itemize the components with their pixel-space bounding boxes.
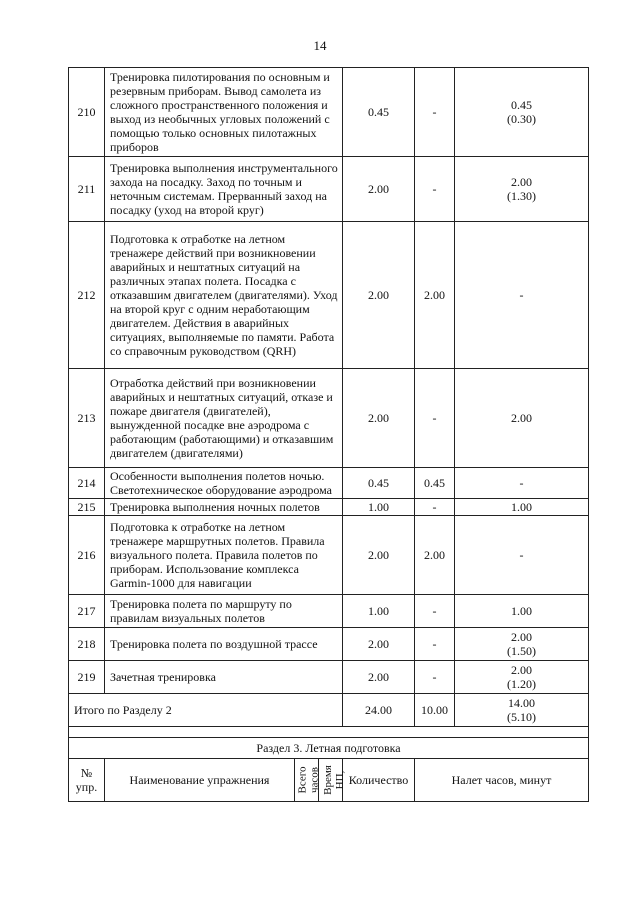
row-flight-time [455, 499, 589, 516]
table-row [69, 516, 589, 595]
row-total-hours: 2.00 [343, 661, 415, 694]
row-np-time: - [415, 369, 455, 468]
row-number: 215 [69, 499, 105, 516]
row-number: 212 [69, 222, 105, 369]
row-flight-time [455, 222, 589, 369]
row-exercise-name: Тренировка пилотирования по основным и резервным приборам. Вывод самолета из сложного пространственного положения и выход из необычных угловых положений с помощью только основных пилотажных приборов [105, 68, 343, 157]
total-flight-sub: (5.10) [507, 710, 536, 724]
spacer-cell [69, 727, 589, 738]
section3-title-row [69, 738, 589, 759]
row-exercise-name: Подготовка к отработке на летном тренажере маршрутных полетов. Правила визуального полета. Правила полетов по приборам. Использование комплекса Garmin-1000 для навигации [105, 516, 343, 595]
row-np-time: - [415, 628, 455, 661]
header-count: Количество [343, 759, 415, 802]
header-total-line2: часов [308, 767, 321, 794]
row-flight-sub: (0.30) [507, 112, 536, 126]
total-row [69, 694, 589, 727]
spacer-row [69, 727, 589, 738]
row-total-hours: 0.45 [343, 468, 415, 499]
row-number: 214 [69, 468, 105, 499]
row-np-time: - [415, 499, 455, 516]
row-number: 210 [69, 68, 105, 157]
row-total-hours: 2.00 [343, 628, 415, 661]
table-row [69, 68, 589, 157]
table-row [69, 661, 589, 694]
section3-title: Раздел 3. Летная подготовка [69, 738, 589, 759]
header-flight: Налет часов, минут [415, 759, 589, 802]
table-row [69, 157, 589, 222]
row-exercise-name: Тренировка полета по маршруту по правилам визуальных полетов [105, 595, 343, 628]
header-total-text [296, 767, 320, 794]
row-total-hours: 0.45 [343, 68, 415, 157]
row-flight-time [455, 369, 589, 468]
row-flight-sub: (1.50) [507, 644, 536, 658]
row-flight-time [455, 628, 589, 661]
row-np-time: 0.45 [415, 468, 455, 499]
row-flight-time [455, 661, 589, 694]
table-row [69, 628, 589, 661]
header-np-text [322, 765, 346, 795]
row-total-hours: 2.00 [343, 369, 415, 468]
row-np-time: - [415, 595, 455, 628]
header-total [295, 759, 319, 802]
row-exercise-name: Подготовка к отработке на летном тренажере действий при возникновении аварийных и нештатных ситуаций на различных этапах полета. Посадка с отказавшим двигателем (двигателями). Уход на второй круг с одним неработающим двигателем. Действия в аварийных ситуациях, выполняемые по памяти. Работа со справочным руководством (QRH) [105, 222, 343, 369]
table-row [69, 468, 589, 499]
header-np [319, 759, 346, 802]
row-flight-sub: (1.30) [507, 189, 536, 203]
row-number: 216 [69, 516, 105, 595]
row-number: 213 [69, 369, 105, 468]
row-flight-time [455, 516, 589, 595]
row-flight-sub: (1.20) [507, 677, 536, 691]
table-row [69, 369, 589, 468]
header-num-line2: упр. [75, 780, 98, 794]
row-np-time: 2.00 [415, 222, 455, 369]
row-np-time: - [415, 68, 455, 157]
row-flight-main: 2.00 [511, 175, 532, 189]
total-flight [455, 694, 589, 727]
row-number: 219 [69, 661, 105, 694]
row-flight-main: 1.00 [511, 500, 532, 514]
row-flight-time [455, 157, 589, 222]
page-number: 14 [313, 38, 327, 53]
header-num [69, 759, 105, 802]
row-exercise-name: Особенности выполнения полетов ночью. Светотехническое оборудование аэродрома [105, 468, 343, 499]
row-total-hours: 2.00 [343, 516, 415, 595]
row-number: 217 [69, 595, 105, 628]
table-row [69, 222, 589, 369]
row-flight-time [455, 595, 589, 628]
row-flight-main: - [519, 288, 524, 302]
table-row [69, 595, 589, 628]
row-exercise-name: Тренировка выполнения ночных полетов [105, 499, 343, 516]
row-flight-main: 2.00 [511, 663, 532, 677]
header-np-line2: НП, [333, 770, 346, 790]
table-body [69, 68, 589, 694]
row-np-time: - [415, 661, 455, 694]
row-flight-main: 0.45 [511, 98, 532, 112]
row-flight-time [455, 68, 589, 157]
total-label: Итого по Разделу 2 [69, 694, 343, 727]
row-total-hours: 2.00 [343, 157, 415, 222]
row-exercise-name: Тренировка выполнения инструментального захода на посадку. Заход по точным и неточным системам. Прерванный заход на посадку (уход на второй круг) [105, 157, 343, 222]
row-np-time: 2.00 [415, 516, 455, 595]
row-flight-main: 1.00 [511, 604, 532, 618]
row-total-hours: 1.00 [343, 595, 415, 628]
header-num-line1: № [80, 766, 93, 780]
total-hours: 24.00 [343, 694, 415, 727]
row-exercise-name: Отработка действий при возникновении аварийных и нештатных ситуаций, отказе и пожаре двигателя (двигателей), вынужденной посадке вне аэродрома с работающим (работающими) и отказавшим двигателем (двигателями) [105, 369, 343, 468]
training-table [68, 67, 589, 802]
row-flight-main: 2.00 [511, 630, 532, 644]
row-flight-time [455, 468, 589, 499]
table-row [69, 499, 589, 516]
row-flight-main: 2.00 [511, 411, 532, 425]
header-total-line1: Всего [296, 766, 309, 794]
section3-header-row [69, 759, 589, 802]
row-number: 211 [69, 157, 105, 222]
row-exercise-name: Зачетная тренировка [105, 661, 343, 694]
header-np-line1: Время [321, 765, 334, 795]
row-np-time: - [415, 157, 455, 222]
row-flight-main: - [519, 476, 524, 490]
total-np: 10.00 [415, 694, 455, 727]
row-flight-main: - [519, 548, 524, 562]
row-number: 218 [69, 628, 105, 661]
row-total-hours: 2.00 [343, 222, 415, 369]
row-exercise-name: Тренировка полета по воздушной трассе [105, 628, 343, 661]
total-flight-main: 14.00 [508, 696, 535, 710]
header-name: Наименование упражнения [105, 759, 295, 802]
row-total-hours: 1.00 [343, 499, 415, 516]
